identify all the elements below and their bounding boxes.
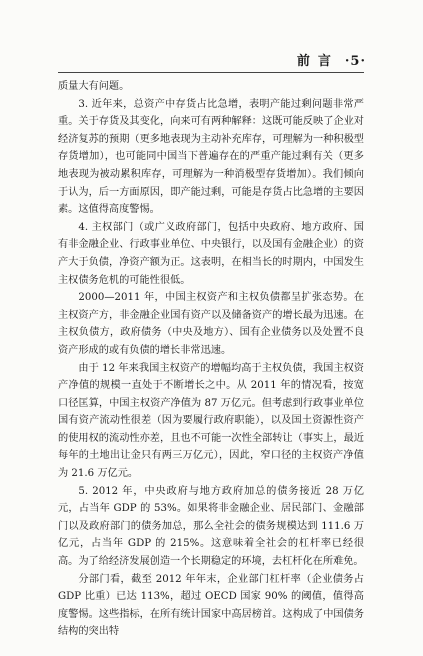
paragraph-2000-2011: 2000—2011 年，中国主权资产和主权负债都呈扩张态势。在主权资产方，非金融企业国有资产以及储备资产的增长最为迅速。在主权负债方，政府债务（中央及地方）、国有企业债务以及处置不良资产形成的或有负债的增长非常迅速。 xyxy=(58,292,364,356)
page-header xyxy=(297,50,366,69)
paragraph-continuation: 质量大有问题。 xyxy=(58,81,130,92)
paragraph-net-assets: 由于 12 年来我国主权资产的增幅均高于主权负债，我国主权资产净值的规模一直处于不断增长之中。从 2011 年的情况看，按宽口径匡算，中国主权资产净值为 87 万亿元。但考虑到行政事业单位国有资产流动性很差（因为要履行政府职能），以及国土资源性资产的使用权的流动性亦差，且也不可能一次性全部转让（事实上，最近每年的土地出让金只有两三万亿元），因此，窄口径的主权资产净值为 21.6 万亿元。 xyxy=(58,362,364,480)
section-title: 前言 xyxy=(296,54,339,69)
page-body xyxy=(58,78,364,641)
paragraph-debt-2012: 5. 2012 年，中央政府与地方政府加总的债务接近 28 万亿元，占当年 GDP 的 53%。如果将非金融企业、居民部门、金融部门以及政府部门的债务加总，那么全社会的债务规模达到 111.6 万亿元，占当年 GDP 的 215%。这意味着全社会的杠杆率已经很高。为了给经济发展创造一个长期稳定的环境，去杠杆化在所难免。 xyxy=(58,485,364,568)
paragraph-sector-leverage: 分部门看，截至 2012 年年末，企业部门杠杆率（企业债务占 GDP 比重）已达 113%，超过 OECD 国家 90% 的阈值，值得高度警惕。这些指标，在所有统计国家中高居榜首。这构成了中国债务结构的突出特 xyxy=(58,573,364,638)
paragraph-sovereign-sector: 4. 主权部门（或广义政府部门，包括中央政府、地方政府、国有非金融企业、行政事业单位、中央银行，以及国有金融企业）的资产大于负债，净资产额为正。这表明，在相当长的时期内，中国发生主权债务危机的可能性很低。 xyxy=(58,221,364,286)
header-rule xyxy=(58,72,364,73)
page-number: ·5· xyxy=(344,54,366,69)
paragraph-inventory: 3. 近年来，总资产中存货占比急增，表明产能过剩问题非常严重。关于存货及其变化，向来可有两种解释：这既可能反映了企业对经济复苏的预期（更多地表现为主动补充库存，可理解为一种积极型存货增加），也可能同中国当下普遍存在的严重产能过剩有关（更多地表现为被动累积库存，可理解为一种消极型存货增加）。我们倾向于认为，后一方面原因，即产能过剩，可能是存货占比急增的主要因素。这值得高度警惕。 xyxy=(58,98,364,216)
